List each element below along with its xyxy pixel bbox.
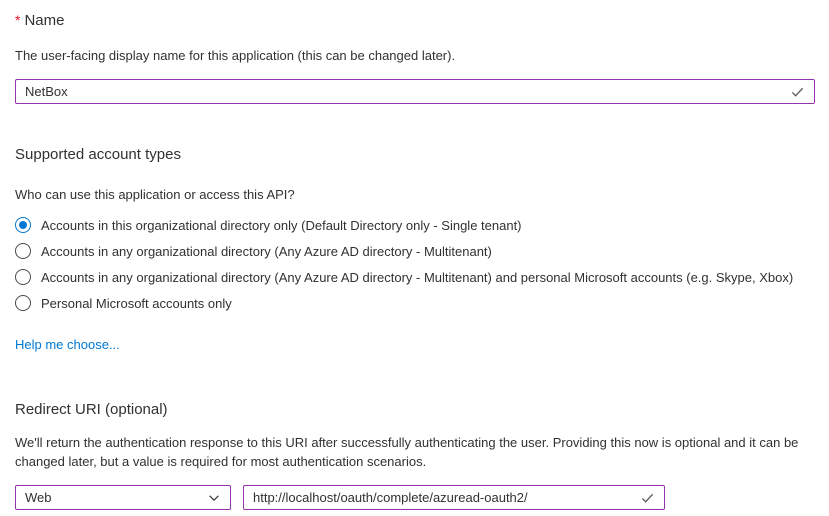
name-label: Name [24, 12, 65, 29]
radio-button-icon[interactable] [15, 217, 31, 233]
radio-option-single-tenant[interactable] [15, 212, 815, 238]
account-types-heading: Supported account types [15, 146, 181, 163]
radio-button-icon[interactable] [15, 295, 31, 311]
name-input[interactable] [16, 80, 814, 103]
redirect-uri-description: We'll return the authentication response to this URI after successfully authenticating the user. Providing this now is optional and it can be changed later, but a value is required for most authentication scenarios. [15, 435, 799, 469]
redirect-uri-row [15, 485, 815, 510]
redirect-uri-input[interactable] [244, 486, 664, 509]
redirect-uri-heading: Redirect URI (optional) [15, 401, 168, 418]
radio-option-label: Accounts in any organizational directory (Any Azure AD directory - Multitenant) and personal Microsoft accounts (e.g. Skype, Xbox) [41, 269, 794, 285]
name-description: The user-facing display name for this application (this can be changed later). [15, 48, 456, 63]
account-types-question: Who can use this application or access this API? [15, 187, 295, 202]
radio-option-multitenant-personal[interactable] [15, 264, 815, 290]
help-me-choose-link[interactable]: Help me choose... [15, 337, 120, 352]
radio-option-label: Accounts in any organizational directory (Any Azure AD directory - Multitenant) [41, 243, 492, 259]
radio-option-personal-only[interactable] [15, 290, 815, 316]
radio-option-multitenant[interactable] [15, 238, 815, 264]
required-marker: * [15, 12, 21, 28]
radio-button-icon[interactable] [15, 269, 31, 285]
uri-field-container [243, 485, 665, 510]
name-field-container [15, 79, 815, 104]
name-section-heading [15, 10, 815, 31]
platform-select-value: Web [25, 490, 52, 505]
radio-button-icon[interactable] [15, 243, 31, 259]
platform-select[interactable] [15, 485, 231, 510]
chevron-down-icon [207, 491, 221, 505]
radio-option-label: Accounts in this organizational directory only (Default Directory only - Single tenant) [41, 217, 522, 233]
radio-option-label: Personal Microsoft accounts only [41, 295, 232, 311]
account-types-radio-group [15, 212, 815, 316]
